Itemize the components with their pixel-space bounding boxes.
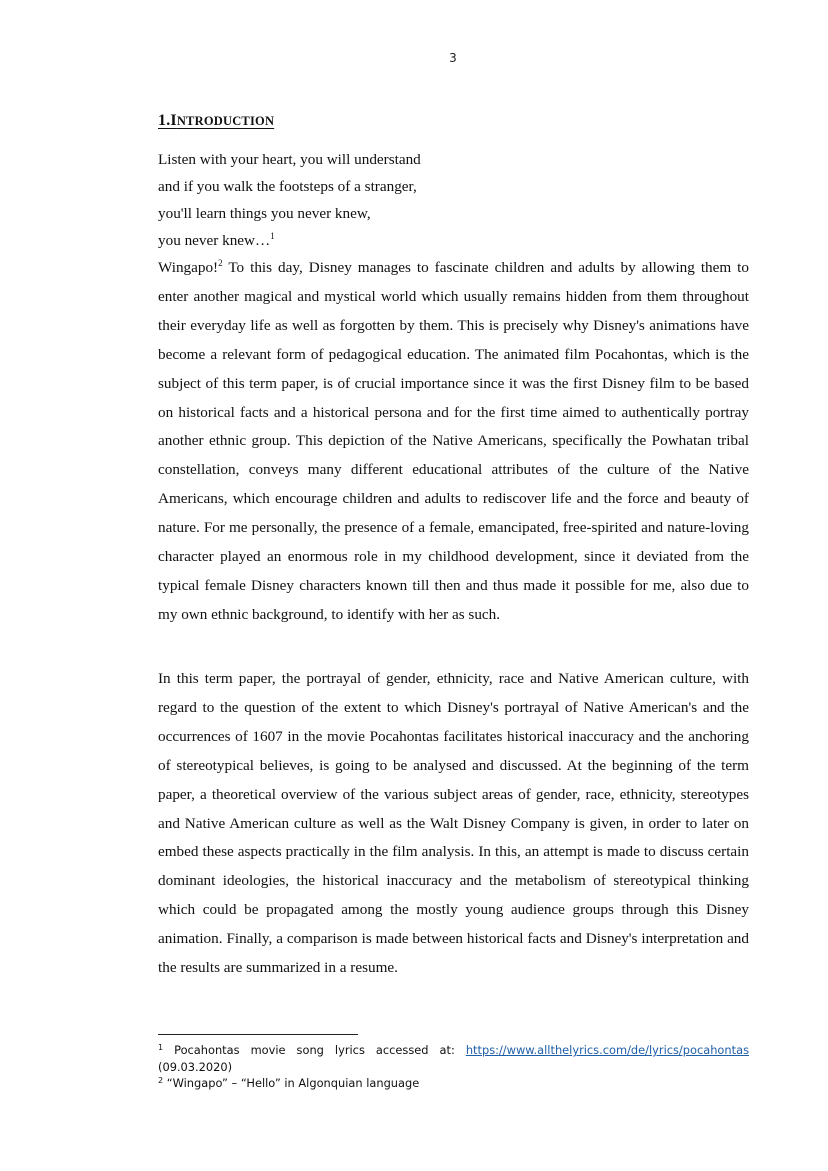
- footnote-1-date: (09.03.2020): [158, 1059, 233, 1074]
- footnote-ref-1[interactable]: 1: [270, 231, 275, 241]
- lyrics-link[interactable]: https://www.allthelyrics.com/de/lyrics/pocahontas: [465, 1043, 749, 1057]
- lyric-line: you'll learn things you never knew,: [158, 205, 371, 222]
- paragraph-lead: Wingapo!: [158, 259, 219, 276]
- paragraph-intro: [158, 254, 749, 630]
- footnote-marker: 1: [158, 1043, 164, 1052]
- footnote-1: [158, 1042, 749, 1059]
- section-heading: [158, 112, 274, 130]
- footnotes: [158, 1042, 749, 1092]
- footnote-text: Pocahontas movie song lyrics accessed at:: [163, 1043, 466, 1057]
- lyric-line-last: [158, 227, 758, 254]
- lyric-line-text: you never knew…: [158, 232, 271, 249]
- epigraph-lyrics: [158, 146, 758, 254]
- lyric-line: Listen with your heart, you will understand: [158, 151, 421, 168]
- footnote-ref-2[interactable]: 2: [218, 258, 223, 268]
- lyric-line: and if you walk the footsteps of a stranger,: [158, 178, 417, 195]
- heading-number: 1.I: [158, 112, 177, 129]
- footnote-2: [158, 1075, 749, 1092]
- footnote-marker: 2: [158, 1076, 164, 1085]
- paragraph-overview: In this term paper, the portrayal of gender, ethnicity, race and Native American culture, with regard to the question of the extent to which Disney's portrayal of Native American's and the occurrences of 1607 in the movie Pocahontas facilitates historical inaccuracy and the anchoring of stereotypical believes, is going to be analysed and discussed. At the beginning of the term paper, a theoretical overview of the various subject areas of gender, race, ethnicity, stereotypes and Native American culture as well as the Walt Disney Company is given, in order to later on embed these aspects practically in the film analysis. In this, an attempt is made to discuss certain dominant ideologies, the historical inaccuracy and the metabolism of stereotypical thinking which could be propagated among the mostly young audience groups through this Disney animation. Finally, a comparison is made between historical facts and Disney's interpretation and the results are summarized in a resume.: [158, 670, 749, 977]
- heading-rest: NTRODUCTION: [176, 114, 275, 128]
- footnote-text: “Wingapo” – “Hello” in Algonquian language: [163, 1076, 420, 1090]
- page-number: 3: [449, 51, 457, 65]
- footnote-separator: [158, 1034, 358, 1035]
- paragraph-text: To this day, Disney manages to fascinate children and adults by allowing them to enter another magical and mystical world which usually remains hidden from them throughout their everyday life as well as forgotten by them. This is precisely why Disney's animations have become a relevant form of pedagogical education. The animated film Pocahontas, which is the subject of this term paper, is of crucial importance since it was the first Disney film to be based on historical facts and a historical persona and for the first time aimed to authentically portray another ethnic group. This depiction of the Native Americans, specifically the Powhatan tribal constellation, conveys many different educational attributes of the culture of the Native Americans, which encourage children and adults to rediscover life and the force and beauty of nature. For me personally, the presence of a female, emancipated, free-spirited and nature-loving character played an enormous role in my childhood development, since it deviated from the typical female Disney characters known till then and thus made it possible for me, also due to my own ethnic background, to identify with her as such.: [158, 259, 749, 623]
